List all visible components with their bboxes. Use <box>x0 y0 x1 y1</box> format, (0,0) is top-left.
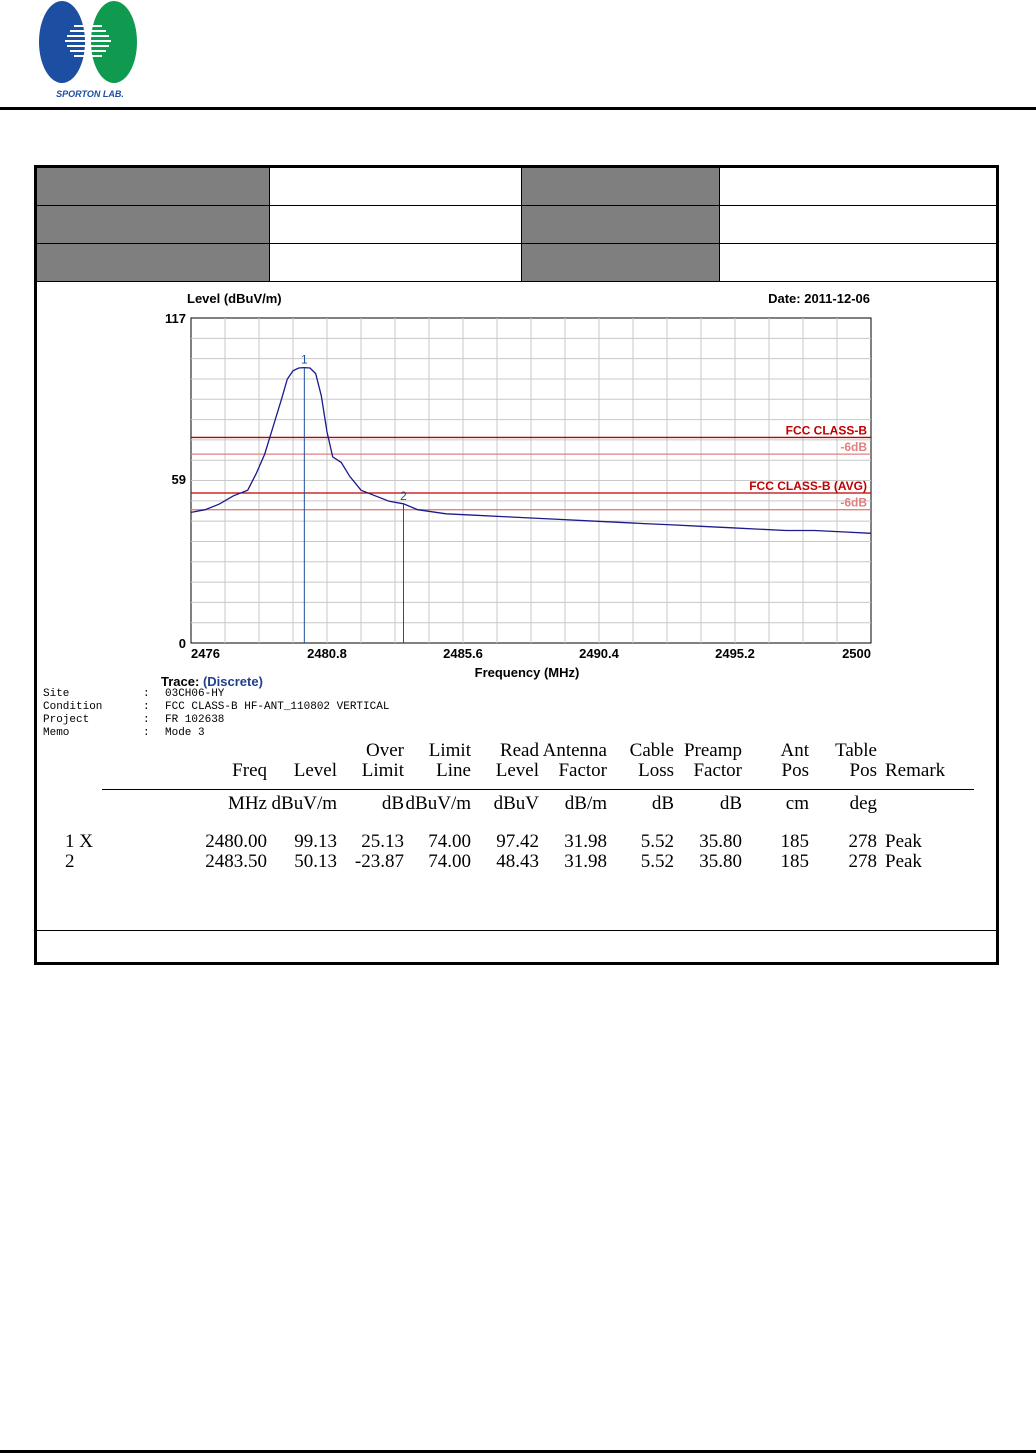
meta-label: Memo <box>43 727 70 739</box>
results-data-row-cell: 50.13 <box>294 851 337 872</box>
results-data-row-cell: 97.42 <box>496 831 539 852</box>
results-data-row-cell: 2480.00 <box>205 831 267 852</box>
y-tick-label: 117 <box>165 311 186 326</box>
results-units-row-cell: dBuV/m <box>267 790 337 815</box>
results-header-row-cell: Line <box>436 760 471 781</box>
meta-value: FR 102638 <box>165 714 225 726</box>
limit-line-label: -6dB <box>840 495 867 510</box>
results-header-row-cell <box>267 741 337 761</box>
info-label-cell <box>37 244 269 281</box>
results-header-row-cell <box>37 761 102 781</box>
meta-row: Project : FR 102638 <box>43 714 225 726</box>
results-header-row-cell: Loss <box>638 760 674 781</box>
trace-mode: (Discrete) <box>202 674 263 689</box>
results-header-row-cell <box>877 741 974 761</box>
results-data-row-cell: 35.80 <box>699 831 742 852</box>
x-tick-label: 2495.2 <box>715 646 755 661</box>
results-data-row-cell: -23.87 <box>354 851 404 872</box>
test-result-frame <box>34 165 999 965</box>
results-header-row-cell: Antenna <box>542 740 607 761</box>
marker-label: 1 <box>300 352 308 367</box>
x-tick-label: 2476 <box>191 646 220 661</box>
emission-chart <box>37 282 996 687</box>
results-header-row-cell: Level <box>293 760 337 781</box>
results-data-row-cell: 5.52 <box>640 851 674 872</box>
meta-label: Condition <box>43 701 103 713</box>
results-units-row-cell: dBuV <box>471 790 539 815</box>
results-header-row <box>37 761 974 781</box>
x-tick-label: 2485.6 <box>443 646 483 661</box>
meta-row: Site : 03CH06-HY <box>43 688 225 700</box>
results-header-row-cell: Factor <box>558 760 607 781</box>
results-units-row-cell: deg <box>809 790 877 815</box>
results-units-row-cell: MHz <box>102 790 267 815</box>
results-units-row-cell: dBuV/m <box>404 790 471 815</box>
results-header-row-cell: Over <box>366 740 404 761</box>
results-data-row-cell: 25.13 <box>361 831 404 852</box>
header-rule <box>0 107 1036 110</box>
results-data-row-cell: 31.98 <box>564 851 607 872</box>
results-data-row-cell: Peak <box>885 851 922 872</box>
results-data-row-cell: 185 <box>780 831 809 852</box>
results-header-row-cell: Pos <box>781 760 809 781</box>
footer-row <box>37 930 996 931</box>
results-header-row-cell: Factor <box>693 760 742 781</box>
x-tick-label: 2480.8 <box>307 646 347 661</box>
info-label-cell <box>521 206 719 243</box>
results-header-row-cell: Pos <box>849 760 877 781</box>
meta-row: Condition : FCC CLASS-B HF-ANT_110802 VERTICAL <box>43 701 390 713</box>
results-units-row-cell: cm <box>742 790 809 815</box>
results-data-row <box>37 852 974 872</box>
results-header-row-cell: Table <box>835 740 877 761</box>
meta-value: 03CH06-HY <box>165 688 225 700</box>
results-header-row-cell: Limit <box>428 740 471 761</box>
results-header-row-cell: Preamp <box>683 740 742 761</box>
meta-value: FCC CLASS-B HF-ANT_110802 VERTICAL <box>165 701 390 713</box>
info-label-cell <box>521 244 719 281</box>
results-units-row-cell <box>877 790 974 815</box>
results-header-row-cell: Level <box>495 760 539 781</box>
results-data-row-cell: 278 <box>848 831 877 852</box>
results-units-row-cell: dB/m <box>539 790 607 815</box>
info-row <box>37 244 996 282</box>
results-data-row-cell: 74.00 <box>428 851 471 872</box>
results-data-row-cell: 31.98 <box>564 831 607 852</box>
results-data-row-cell: 35.80 <box>699 851 742 872</box>
results-data-row-cell: 74.00 <box>428 831 471 852</box>
results-units-row-cell: dB <box>607 790 674 815</box>
y-tick-label: 59 <box>171 472 186 488</box>
info-value-cell <box>719 206 996 243</box>
x-axis-title: Frequency (MHz) <box>474 665 580 680</box>
results-units-row <box>37 790 974 815</box>
results-data-row-cell: 2 <box>65 851 75 872</box>
measurement-meta <box>43 688 389 740</box>
x-tick-label: 2490.4 <box>579 646 619 661</box>
trace-legend <box>161 674 263 689</box>
y-axis-title: Level (dBuV/m) <box>187 291 282 306</box>
results-header-row-cell: Cable <box>629 740 674 761</box>
results-table <box>37 741 974 872</box>
info-value-cell <box>269 168 521 205</box>
logo-text: SPORTON LAB. <box>56 89 124 99</box>
results-data-row-cell: 278 <box>848 851 877 872</box>
results-data-row <box>37 832 974 852</box>
results-header-row-cell: Freq <box>232 760 267 781</box>
results-header-row <box>37 741 974 761</box>
limit-line-label: FCC CLASS-B <box>785 423 867 438</box>
results-header-row-cell: Remark <box>885 760 946 781</box>
results-data-row-cell: 1 X <box>65 831 93 852</box>
meta-label: Project <box>43 714 90 726</box>
y-tick-label: 0 <box>178 636 186 651</box>
chart-date: Date: 2011-12-06 <box>768 291 870 306</box>
sporton-logo <box>34 0 144 100</box>
info-row <box>37 168 996 206</box>
results-header-row-cell <box>102 741 267 761</box>
info-value-cell <box>269 244 521 281</box>
results-units-row-cell <box>37 790 102 815</box>
info-value-cell <box>719 168 996 205</box>
results-units-row-cell: dB <box>337 790 404 815</box>
results-header-row-cell: Ant <box>780 740 809 761</box>
results-data-row-cell: 5.52 <box>640 831 674 852</box>
limit-line-label: FCC CLASS-B (AVG) <box>749 479 867 493</box>
results-header-row-cell: Read <box>499 740 539 761</box>
x-tick-label: 2500 <box>842 646 871 661</box>
results-data-row-cell: 2483.50 <box>205 851 267 872</box>
results-data-row-cell: 48.43 <box>496 851 539 872</box>
marker-label: 2 <box>400 488 407 503</box>
footer-rule <box>0 1450 1036 1453</box>
info-label-cell <box>37 206 269 243</box>
results-header-row-cell <box>37 741 102 761</box>
info-label-cell <box>37 168 269 205</box>
results-units-row-cell: dB <box>674 790 742 815</box>
results-header-row-cell: Limit <box>361 760 404 781</box>
info-label-cell <box>521 168 719 205</box>
meta-label: Site <box>43 688 70 700</box>
info-row <box>37 206 996 244</box>
meta-value: Mode 3 <box>165 727 205 739</box>
trace-label: Trace: <box>161 674 200 689</box>
meta-row: Memo : Mode 3 <box>43 727 205 739</box>
info-value-cell <box>719 244 996 281</box>
limit-line-label: -6dB <box>840 440 867 455</box>
results-data-row-cell: 99.13 <box>294 831 337 852</box>
results-data-row-cell: Peak <box>885 831 922 852</box>
results-data-row-cell: 185 <box>780 851 809 872</box>
info-value-cell <box>269 206 521 243</box>
